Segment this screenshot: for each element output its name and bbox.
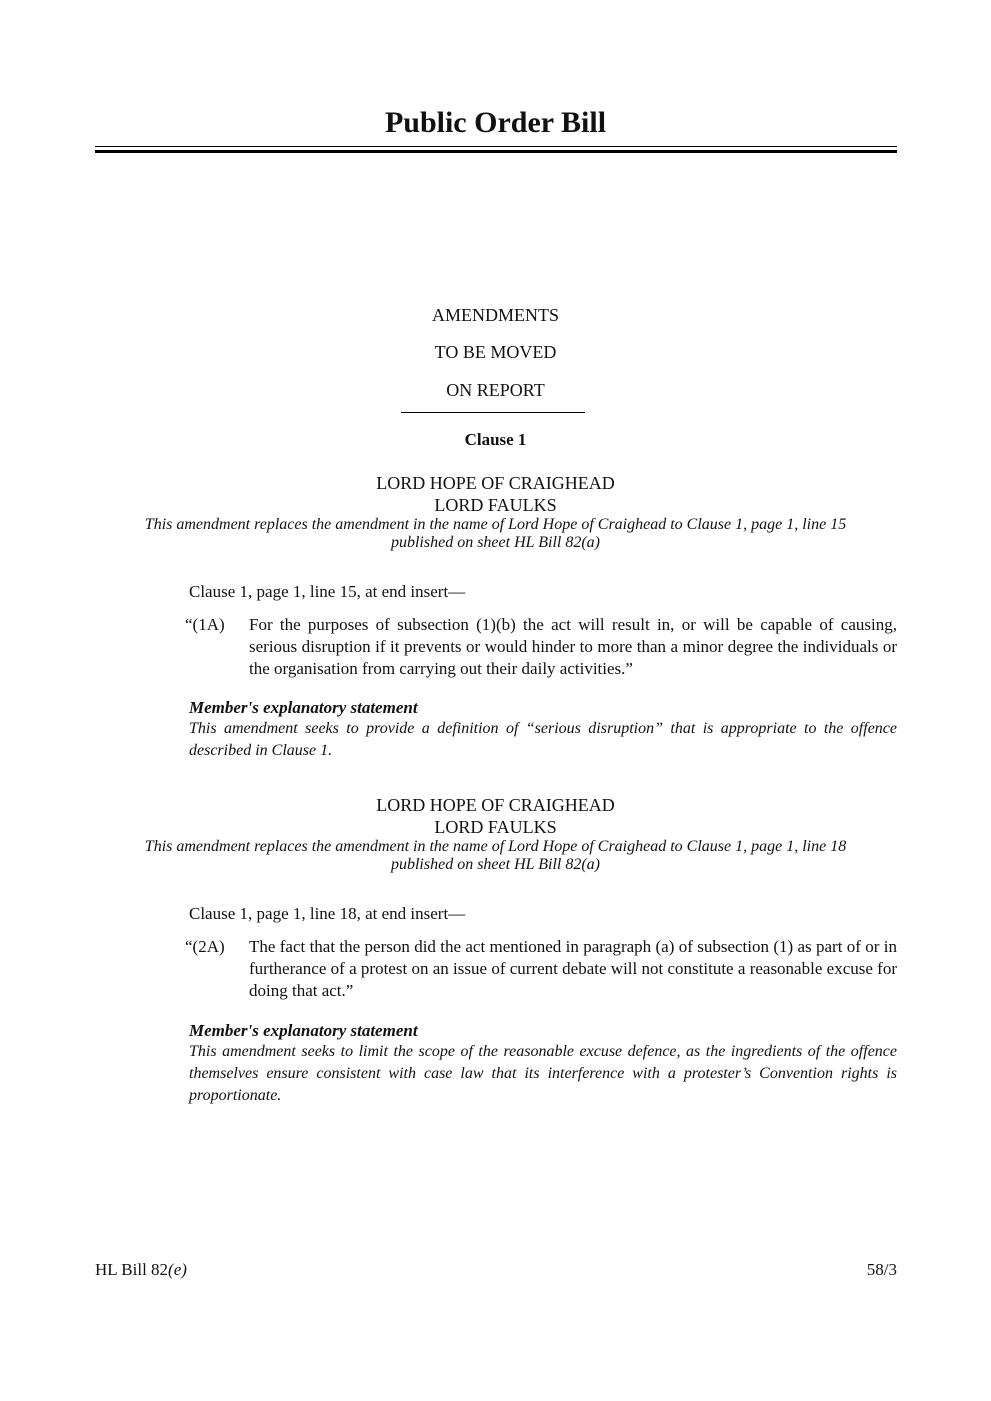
member-name: LORD FAULKS xyxy=(434,495,557,515)
clause-heading: Clause 1 xyxy=(464,430,527,449)
bill-number: HL Bill 82 xyxy=(95,1260,169,1279)
bill-suffix: (e) xyxy=(168,1260,187,1279)
amendment-text: For the purposes of subsection (1)(b) the act will result in, or will be capable of causing, serious disruption if it prevents or would hinder to more than a minor degree the individuals or the organisation from carrying out their daily activities.” xyxy=(249,615,897,678)
subsection-label: “(1A) xyxy=(185,615,225,634)
title-rule-thin xyxy=(95,146,897,147)
statement-heading: Member's explanatory statement xyxy=(189,1021,418,1040)
amendment-text: The fact that the person did the act mentioned in paragraph (a) of subsection (1) as part of or in furtherance of a protest on an issue of current debate will not constitute a reasonable excuse for doing that act.” xyxy=(249,937,897,1000)
explanatory-statement xyxy=(189,698,897,762)
member-name: LORD FAULKS xyxy=(434,817,557,837)
page-reference: 58/3 xyxy=(866,1260,897,1279)
replacement-note: This amendment replaces the amendment in the name of Lord Hope of Craighead to Clause 1, page 1, line 15 xyxy=(144,516,847,533)
heading-line: ON REPORT xyxy=(446,380,545,400)
statement-text: This amendment seeks to provide a definition of “serious disruption” that is appropriate to the offence described in Clause 1. xyxy=(189,720,897,759)
amendment-instruction: Clause 1, page 1, line 15, at end insert— xyxy=(189,582,466,601)
amendment-instruction: Clause 1, page 1, line 18, at end insert— xyxy=(189,904,466,923)
statement-text: This amendment seeks to limit the scope of the reasonable excuse defence, as the ingredients of the offence themselves ensure consistent with case law that its interference with a protester’s Convention rights is proportionate. xyxy=(189,1043,897,1104)
member-name: LORD HOPE OF CRAIGHEAD xyxy=(376,795,615,815)
bill-reference xyxy=(95,1260,187,1280)
replacement-note: published on sheet HL Bill 82(a) xyxy=(390,534,601,551)
heading-rule xyxy=(401,412,585,413)
explanatory-statement xyxy=(189,1021,897,1107)
member-name: LORD HOPE OF CRAIGHEAD xyxy=(376,473,615,493)
amendment-text-block xyxy=(185,614,897,680)
replacement-note: This amendment replaces the amendment in the name of Lord Hope of Craighead to Clause 1, page 1, line 18 xyxy=(144,838,847,855)
statement-heading: Member's explanatory statement xyxy=(189,698,418,717)
heading-line: AMENDMENTS xyxy=(431,305,559,325)
subsection-label: “(2A) xyxy=(185,937,225,956)
title-rule-thick xyxy=(95,150,897,153)
page-title: Public Order Bill xyxy=(384,106,607,139)
heading-line: TO BE MOVED xyxy=(434,342,557,362)
amendment-text-block xyxy=(185,936,897,1002)
replacement-note: published on sheet HL Bill 82(a) xyxy=(390,856,601,873)
